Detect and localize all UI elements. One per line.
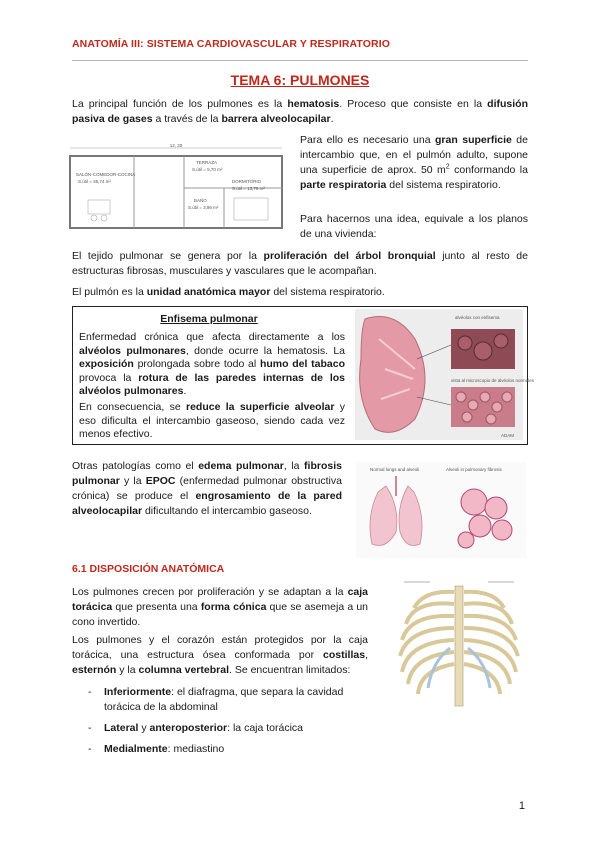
surface-paragraph: Para ello es necesario una gran superficie de intercambio que, en el pulmón adulto, supone una superficie de aprox. 50 $m^2$ conformando la parte respiratoria del sistema respiratorio.	[300, 134, 528, 191]
other-pathologies-paragraph: Otras patologías como el edema pulmonar, la fibrosis pulmonar y la EPOC (enfermedad pulmonar obstructiva crónica) se produce el engrosamiento de la pared alveolocapilar dificultando el intercambio gaseoso.	[72, 460, 342, 517]
emphysema-paragraph-1: Enfermedad crónica que afecta directamente a los alvéolos pulmonares, donde ocurre la hematosis. La exposición prolongada sobre todo al humo del tabaco provoca la rotura de las paredes internas de los alvéolos pulmonares.	[79, 331, 346, 397]
boundaries-list	[72, 685, 372, 763]
anatomy-paragraph-2: Los pulmones y el corazón están protegidos por la caja torácica, una estructura ósea conformada por costillas, esternón y la columna vertebral. Se encuentran limitados:	[72, 634, 368, 676]
room-name-terrace: TERRAZA	[196, 160, 218, 165]
header-divider	[72, 60, 528, 61]
fibrosis-label-normal: Normal lungs and alveoli	[370, 467, 420, 472]
emphysema-label-bottom: vista al microscopio de alvéolos normales	[451, 378, 535, 383]
house-floorplan-figure	[64, 140, 289, 233]
tissue-paragraph: El tejido pulmonar se genera por la proliferación del árbol bronquial junto al resto de estructuras fibrosas, musculares y vasculares que le acompañan.	[72, 250, 528, 277]
fibrosis-figure	[356, 462, 526, 558]
intro-paragraph: La principal función de los pulmones es la hematosis. Proceso que consiste en la difusión pasiva de gases a través de la barrera alveolocapilar.	[72, 98, 528, 125]
room-name-living: SALÓN-COMEDOR-COCINA	[76, 172, 136, 177]
section-title-anatomy: 6.1 DISPOSICIÓN ANATÓMICA	[72, 563, 225, 575]
room-area-living: S.útil = 35,74 m²	[78, 179, 111, 184]
document-header: ANATOMÍA III: SISTEMA CARDIOVASCULAR Y RESPIRATORIO	[72, 38, 390, 50]
emphysema-title: Enfisema pulmonar	[160, 313, 258, 325]
room-name-bedroom: DORMITORIO	[232, 179, 262, 184]
room-area-bedroom: S.útil = 13,76 m²	[232, 186, 265, 191]
room-area-terrace: S.útil = 5,70 m²	[192, 167, 223, 172]
house-comparison-paragraph: Para hacernos una idea, equivale a los planos de una vivienda:	[300, 213, 528, 240]
floorplan-dimension: 12, 20	[169, 143, 183, 148]
adam-credit: ADAM	[501, 433, 515, 438]
fibrosis-label-fibrosis: Alveoli in pulmonary fibrosis	[446, 467, 502, 472]
anatomy-paragraph-1: Los pulmones crecen por proliferación y se adaptan a la caja torácica que presenta una forma cónica que se asemeja a un cono invertido.	[72, 586, 368, 628]
emphysema-paragraph-2: En consecuencia, se reduce la superficie alveolar y eso dificulta el intercambio gaseoso, siendo cada vez menos efectivo.	[79, 401, 345, 440]
list-item: - Medialmente: mediastino	[88, 743, 225, 755]
emphysema-box	[72, 306, 535, 445]
page-number: 1	[518, 800, 525, 812]
list-item: - Inferiormente: el diafragma, que separa la cavidad torácica de la abdominal	[88, 686, 344, 713]
room-name-bathroom: BAÑO	[194, 198, 207, 203]
emphysema-label-top: alvéolos con enfisema	[455, 315, 500, 320]
page-title: TEMA 6: PULMONES	[230, 72, 370, 88]
emphysema-figure	[355, 309, 535, 440]
list-item: - Lateral y anteroposterior: la caja torácica	[88, 722, 304, 734]
room-area-bathroom: S.útil = 3,96 m²	[188, 205, 219, 210]
unit-paragraph: El pulmón es la unidad anatómica mayor del sistema respiratorio.	[72, 286, 385, 298]
ribcage-figure	[384, 578, 534, 714]
